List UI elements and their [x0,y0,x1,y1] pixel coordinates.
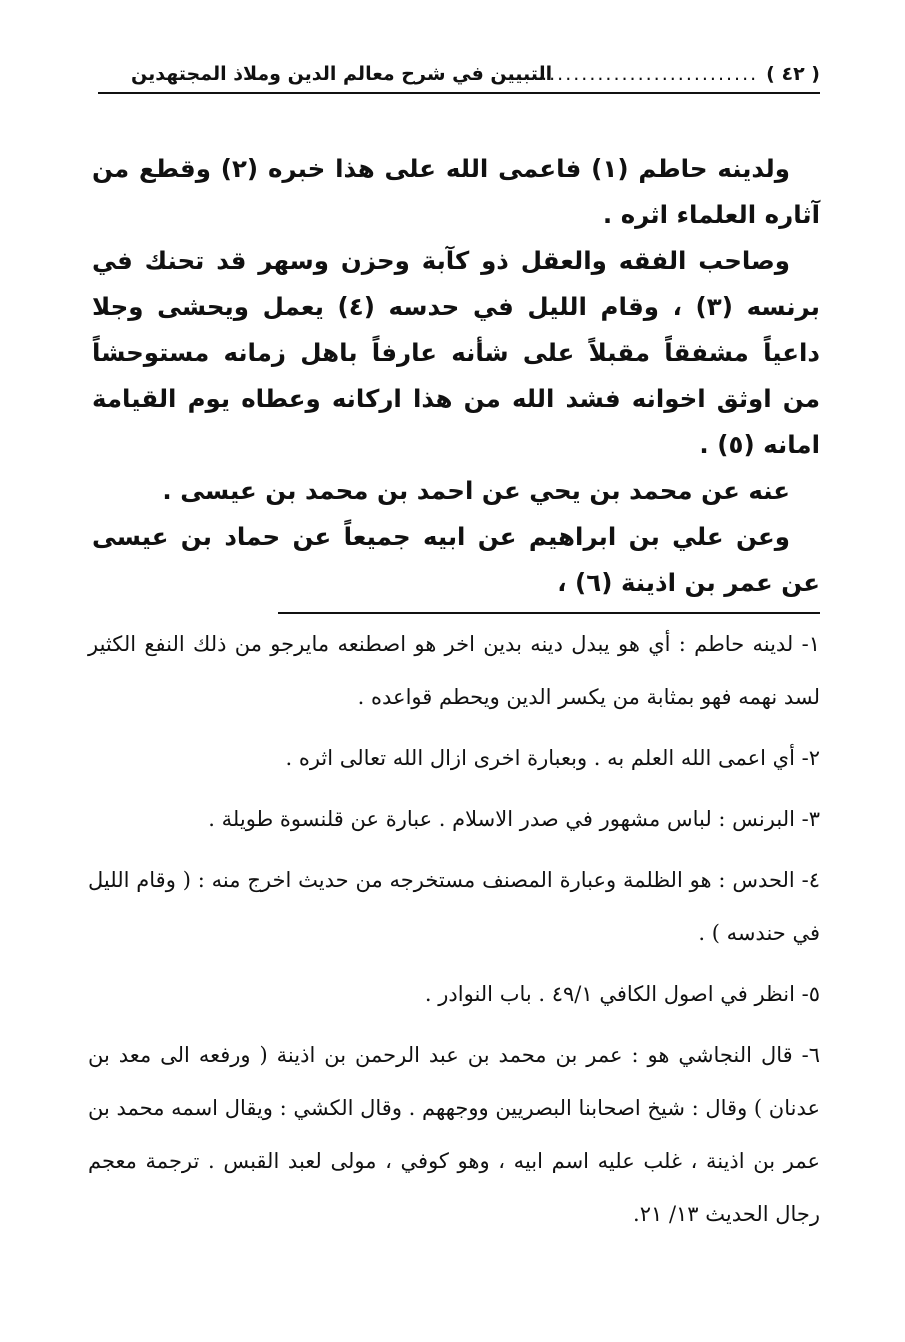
footnote-separator [278,612,820,614]
footnote-4: ٤- الحدس : هو الظلمة وعبارة المصنف مستخرجه من حديث اخرج منه : ( وقام الليل في حندسه ) . [88,868,820,945]
main-paragraph: وعن علي بن ابراهيم عن ابيه جميعاً عن حماد بن عيسى عن عمر بن اذينة (٦) ، [92,522,820,597]
main-paragraph: وصاحب الفقه والعقل ذو كآبة وحزن وسهر قد تحنك في برنسه (٣) ، وقام الليل في حدسه (٤) يعمل ويحشى وجلا داعياً مشفقاً مقبلاً على شأنه عارفاً باهل زمانه مستوحشاً من اوثق اخوانه فشد الله من هذا اركانه وعطاه يوم القيامة امانه (٥) . [92,246,821,459]
running-header [98,56,820,94]
main-paragraph: عنه عن محمد بن يحي عن احمد بن محمد بن عيسى . [162,476,790,505]
main-text [92,146,820,606]
page-number: ( ٤٢ ) [766,63,820,85]
footnote-2: ٢- أي اعمى الله العلم به . وبعبارة اخرى ازال الله تعالى اثره . [285,746,820,770]
footnotes [88,618,820,1245]
book-title: التبيين في شرح معالم الدين وملاذ المجتهدين [131,63,553,85]
footnote-5: ٥- انظر في اصول الكافي ٤٩/١ . باب النوادر . [424,982,820,1006]
footnote-3: ٣- البرنس : لباس مشهور في صدر الاسلام . عبارة عن قلنسوة طويلة . [208,807,820,831]
footnote-1: ١- لدينه حاطم : أي هو يبدل دينه بدين اخر هو اصطنعه مايرجو من ذلك النفع الكثير لسد نهمه فهو بمثابة من يكسر الدين ويحطم قواعده . [88,632,820,709]
main-paragraph: ولدينه حاطم (١) فاعمى الله على هذا خبره (٢) وقطع من آثاره العلماء اثره . [92,154,820,229]
dot-leader: ................................ [500,63,759,85]
footnote-6: ٦- قال النجاشي هو : عمر بن محمد بن عبد الرحمن بن اذينة ( ورفعه الى معد بن عدنان ) وقال : شيخ اصحابنا البصريين ووجههم . وقال الكشي : ويقال اسمه محمد بن عمر بن اذينة ، غلب عليه اسم ابيه ، وهو كوفي ، مولى لعبد القبس . ترجمة معجم رجال الحديث ١٣/ ٢١. [88,1043,820,1226]
